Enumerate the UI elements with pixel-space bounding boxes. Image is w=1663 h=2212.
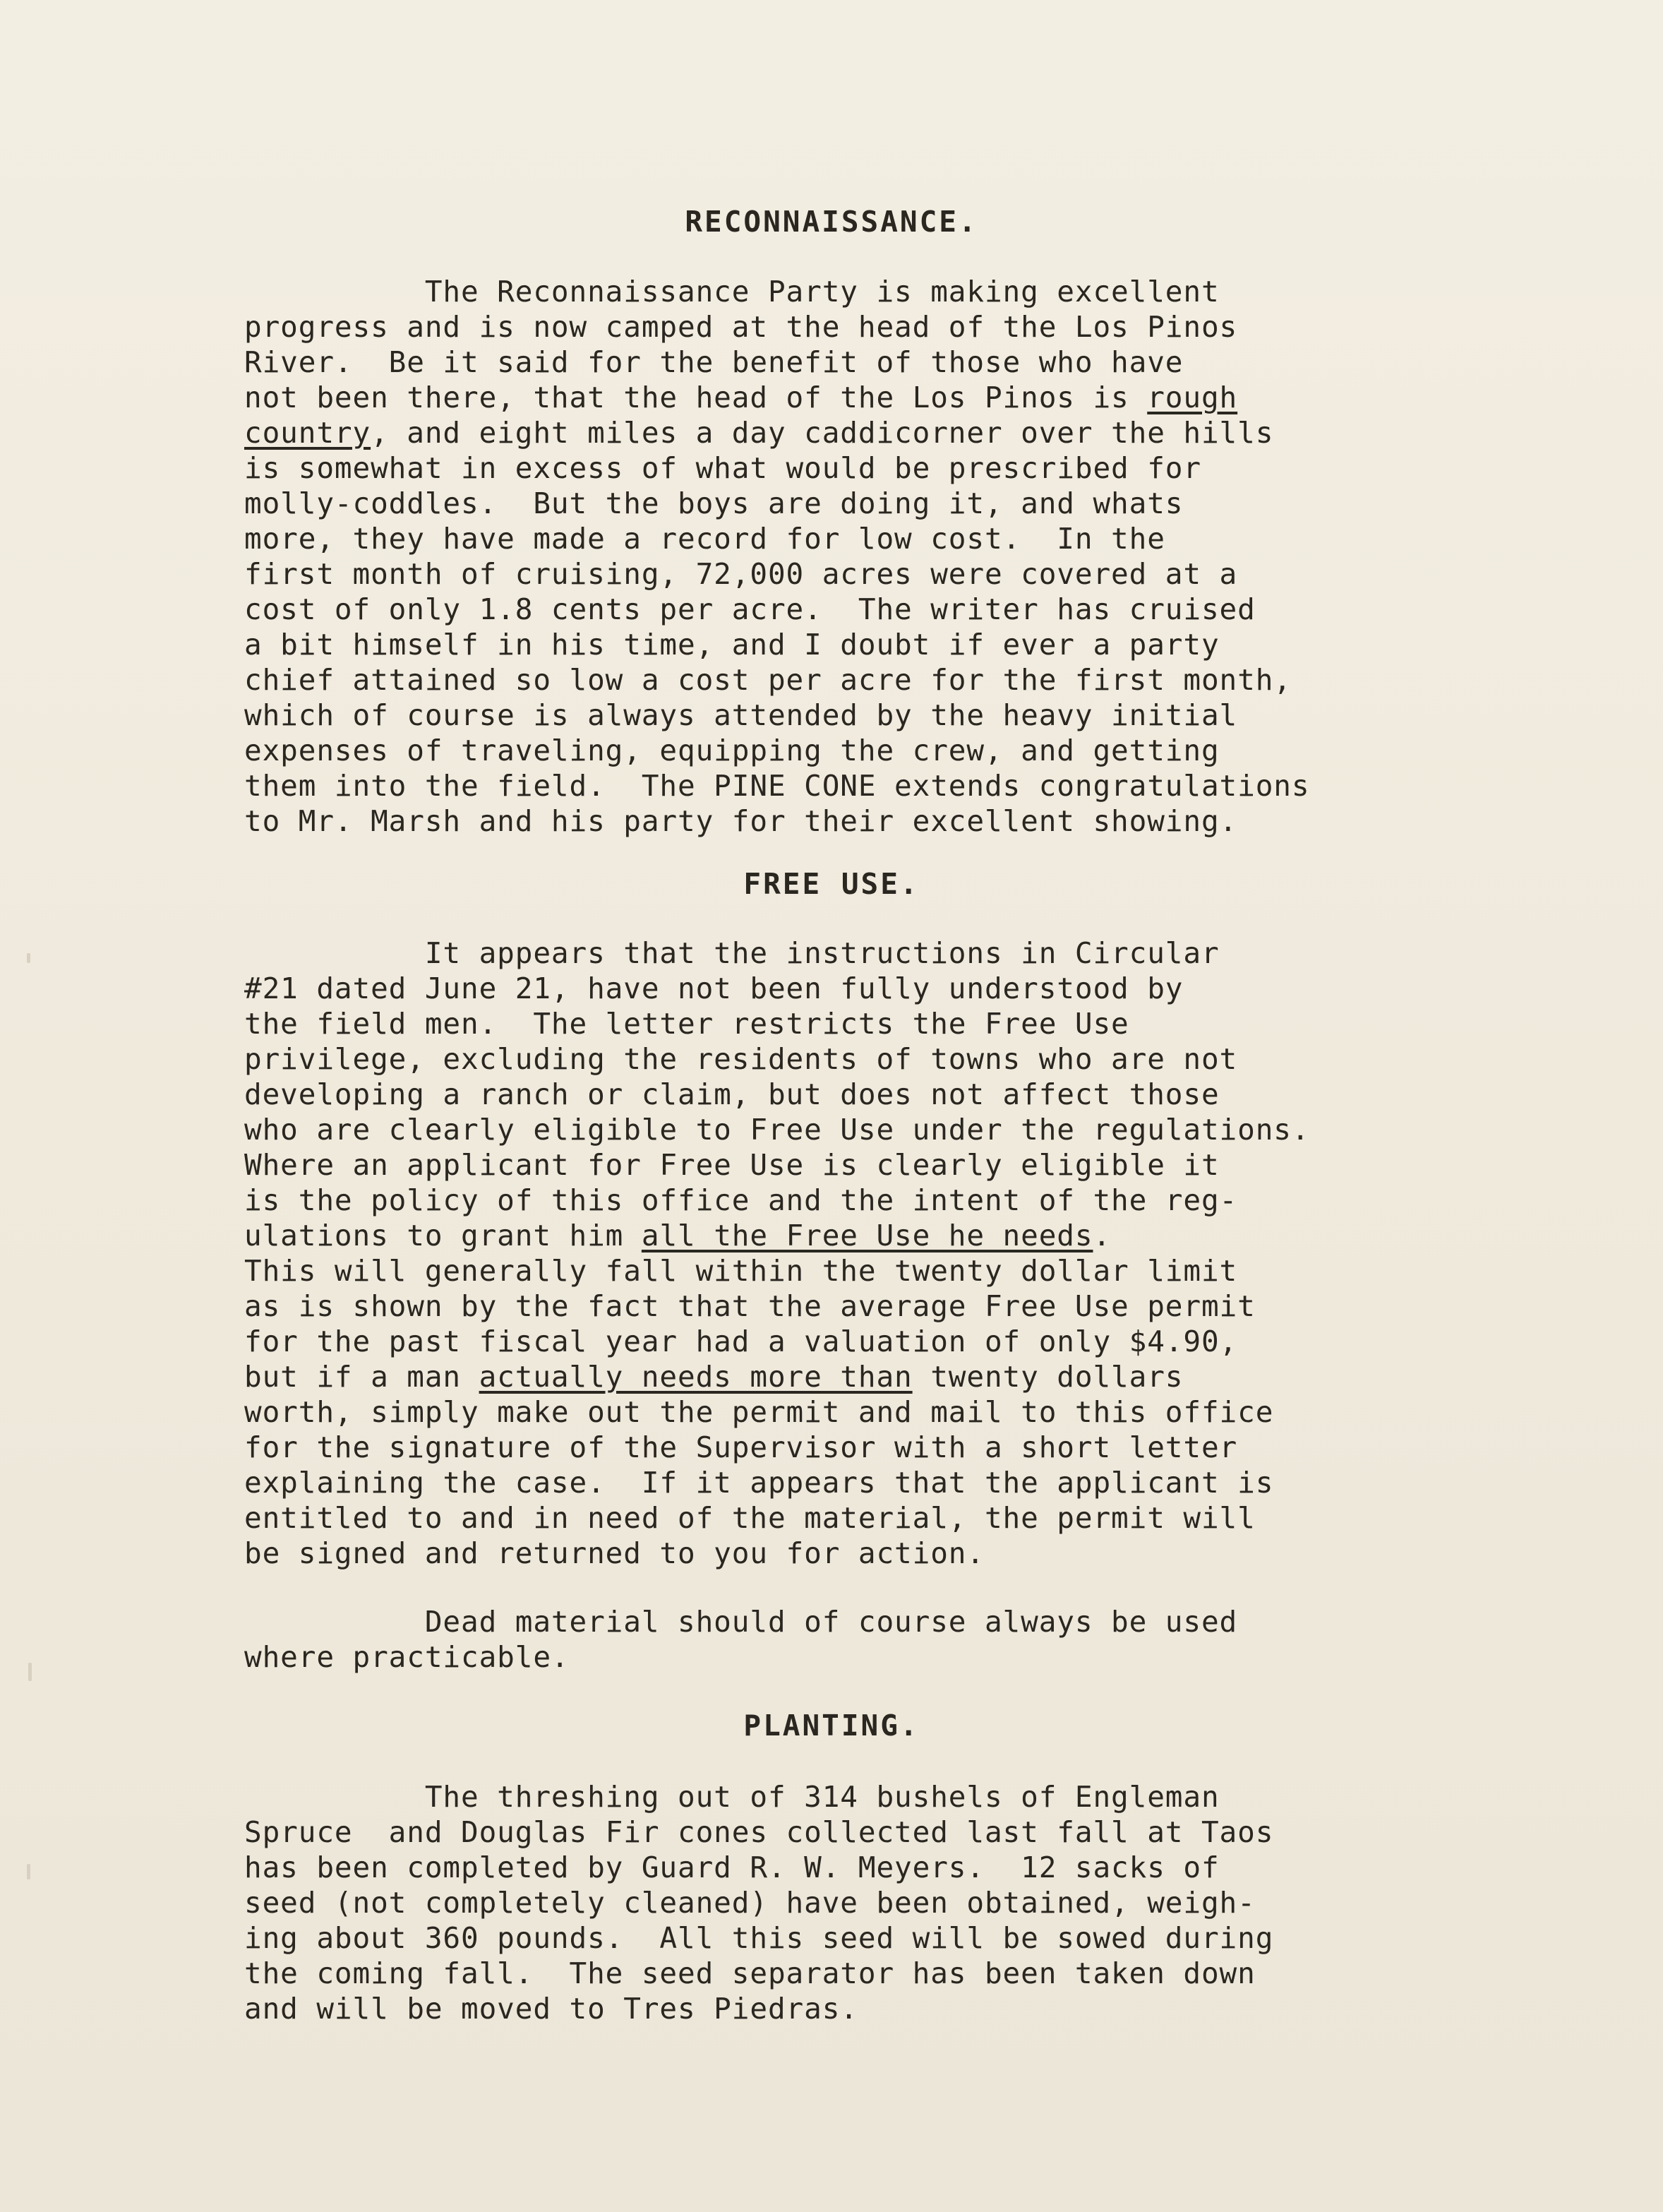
- text-segment: has been completed by Guard R. W. Meyers. 12 sacks of: [244, 1851, 1220, 1884]
- text-line: [244, 274, 1585, 309]
- text-line: [244, 309, 1585, 345]
- text-segment: not been there, that the head of the Los Pinos is: [244, 381, 1148, 414]
- text-line: [244, 380, 1585, 415]
- text-line: [244, 1006, 1585, 1041]
- text-line: [244, 1465, 1585, 1500]
- text-segment: privilege, excluding the residents of towns who are not: [244, 1042, 1238, 1076]
- text-segment: seed (not completely cleaned) have been obtained, weigh-: [244, 1886, 1256, 1920]
- planting-heading: PLANTING.: [743, 1709, 920, 1742]
- text-segment: them into the field. The PINE CONE extends congratulations: [244, 769, 1310, 803]
- text-segment: ing about 360 pounds. All this seed will be sowed during: [244, 1921, 1274, 1955]
- text-segment: molly-coddles. But the boys are doing it, and whats: [244, 486, 1184, 520]
- text-segment: first month of cruising, 72,000 acres were covered at a: [244, 557, 1238, 591]
- text-line: [244, 971, 1585, 1006]
- text-line: [244, 1218, 1585, 1253]
- text-line: [244, 1324, 1585, 1359]
- text-segment: as is shown by the fact that the average Free Use permit: [244, 1289, 1256, 1323]
- free-use-heading: FREE USE.: [743, 867, 920, 901]
- text-line: [244, 1604, 1585, 1639]
- text-line: [244, 1430, 1585, 1465]
- text-segment: Where an applicant for Free Use is clearly eligible it: [244, 1148, 1220, 1182]
- text-line: [244, 1253, 1585, 1289]
- text-segment: developing a ranch or claim, but does not affect those: [244, 1077, 1220, 1111]
- text-segment: but if a man: [244, 1360, 479, 1394]
- text-line: [244, 733, 1585, 768]
- underlined-text: actually needs more than: [479, 1360, 913, 1394]
- text-line: [244, 450, 1585, 486]
- text-line: [244, 1077, 1585, 1112]
- text-line: [244, 1536, 1585, 1571]
- paragraph: [244, 1779, 1585, 2026]
- text-line: [244, 662, 1585, 698]
- text-line: [244, 1112, 1585, 1147]
- text-segment: chief attained so low a cost per acre for the first month,: [244, 663, 1292, 697]
- text-line: [244, 1920, 1585, 1956]
- text-segment: #21 dated June 21, have not been fully understood by: [244, 972, 1184, 1005]
- text-line: [244, 1394, 1585, 1430]
- text-line: [244, 1850, 1585, 1885]
- text-segment: is the policy of this office and the intent of the reg-: [244, 1183, 1238, 1217]
- text-line: [244, 935, 1585, 971]
- binding-hole-mark: [27, 953, 30, 963]
- text-segment: for the past fiscal year had a valuation of only $4.90,: [244, 1325, 1238, 1358]
- underlined-text: all the Free Use he needs: [641, 1219, 1093, 1253]
- text-line: [244, 486, 1585, 521]
- text-line: [244, 768, 1585, 803]
- text-line: [244, 1289, 1585, 1324]
- text-segment: Spruce and Douglas Fir cones collected last fall at Taos: [244, 1815, 1274, 1849]
- text-segment: The Reconnaissance Party is making excellent: [244, 275, 1220, 309]
- text-segment: explaining the case. If it appears that the applicant is: [244, 1466, 1274, 1500]
- text-segment: River. Be it said for the benefit of those who have: [244, 345, 1184, 379]
- text-line: [244, 1991, 1585, 2026]
- underlined-text: country: [244, 416, 371, 450]
- text-segment: is somewhat in excess of what would be prescribed for: [244, 451, 1201, 485]
- text-segment: Dead material should of course always be used: [244, 1605, 1238, 1639]
- text-line: [244, 1500, 1585, 1536]
- text-segment: worth, simply make out the permit and mail to this office: [244, 1395, 1274, 1429]
- text-segment: a bit himself in his time, and I doubt if ever a party: [244, 628, 1220, 662]
- text-segment: ulations to grant him: [244, 1219, 642, 1253]
- text-line: [244, 1639, 1585, 1675]
- text-segment: entitled to and in need of the material, the permit will: [244, 1501, 1256, 1535]
- text-segment: more, they have made a record for low cost. In the: [244, 522, 1165, 556]
- paragraph: [244, 274, 1585, 839]
- text-segment: to Mr. Marsh and his party for their excellent showing.: [244, 804, 1238, 838]
- text-line: [244, 1885, 1585, 1920]
- text-line: [244, 1359, 1585, 1394]
- text-segment: It appears that the instructions in Circular: [244, 936, 1220, 970]
- text-segment: the field men. The letter restricts the Free Use: [244, 1007, 1129, 1041]
- underlined-text: rough: [1147, 381, 1238, 414]
- reconnaissance-heading: RECONNAISSANCE.: [685, 205, 978, 239]
- text-segment: The threshing out of 314 bushels of Engleman: [244, 1780, 1220, 1814]
- text-line: [244, 803, 1585, 839]
- text-line: [244, 1956, 1585, 1991]
- text-segment: where practicable.: [244, 1640, 570, 1674]
- text-segment: who are clearly eligible to Free Use under the regulations.: [244, 1113, 1310, 1147]
- text-line: [244, 556, 1585, 592]
- text-line: [244, 1815, 1585, 1850]
- text-line: [244, 1779, 1585, 1815]
- text-segment: , and eight miles a day caddicorner over the hills: [371, 416, 1274, 450]
- text-segment: the coming fall. The seed separator has been taken down: [244, 1956, 1256, 1990]
- text-segment: be signed and returned to you for action.: [244, 1536, 985, 1570]
- paragraph: [244, 935, 1585, 1571]
- text-line: [244, 415, 1585, 450]
- text-line: [244, 592, 1585, 627]
- text-line: [244, 627, 1585, 662]
- text-segment: cost of only 1.8 cents per acre. The writer has cruised: [244, 592, 1256, 626]
- text-line: [244, 345, 1585, 380]
- text-segment: This will generally fall within the twenty dollar limit: [244, 1254, 1238, 1288]
- text-segment: .: [1093, 1219, 1112, 1253]
- text-segment: twenty dollars: [912, 1360, 1184, 1394]
- text-line: [244, 1147, 1585, 1183]
- text-segment: progress and is now camped at the head of the Los Pinos: [244, 310, 1238, 344]
- paragraph: [244, 1604, 1585, 1675]
- text-line: [244, 1041, 1585, 1077]
- text-line: [244, 698, 1585, 733]
- text-segment: which of course is always attended by the heavy initial: [244, 698, 1238, 732]
- text-segment: and will be moved to Tres Piedras.: [244, 1992, 858, 2026]
- text-segment: for the signature of the Supervisor with a short letter: [244, 1430, 1238, 1464]
- binding-hole-mark: [27, 1864, 30, 1879]
- binding-hole-mark: [28, 1663, 32, 1681]
- text-segment: expenses of traveling, equipping the crew, and getting: [244, 734, 1220, 767]
- text-line: [244, 521, 1585, 556]
- text-line: [244, 1183, 1585, 1218]
